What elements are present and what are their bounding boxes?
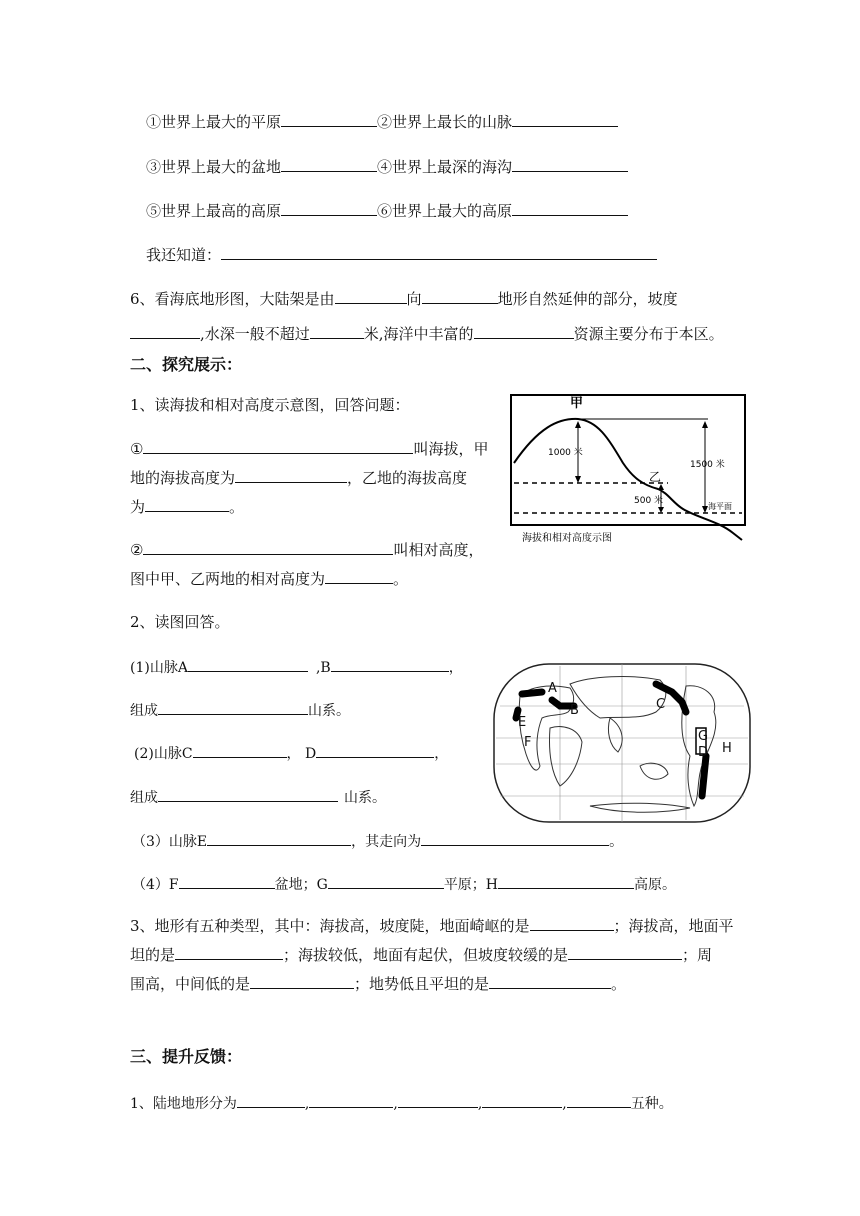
map-label: C xyxy=(656,697,666,712)
q-text: （3）山脉E xyxy=(132,834,208,850)
s2-q1-intro: 1、读海拔和相对高度示意图，回答问题： xyxy=(130,396,410,414)
q-text: (1)山脉A xyxy=(130,660,188,676)
answer-blank[interactable] xyxy=(281,155,377,172)
elevation-figure xyxy=(508,393,748,546)
answer-blank[interactable] xyxy=(530,914,614,931)
s3-q1: 1、陆地地形分为 , , , , 五种。 xyxy=(130,1091,673,1115)
q5-line-1 xyxy=(146,110,618,133)
answer-blank[interactable] xyxy=(143,437,413,454)
q-text: 1、陆地地形分为 xyxy=(130,1096,237,1112)
answer-blank[interactable] xyxy=(175,943,283,960)
mountain-a xyxy=(522,692,542,694)
q5-item-3: ③世界上最大的盆地 xyxy=(146,158,282,176)
q-text: 围高，中间低的是 xyxy=(130,975,251,993)
s2-q3-line-1 xyxy=(130,914,734,937)
q-text: ， D xyxy=(286,746,317,762)
q-text: ， xyxy=(434,746,449,762)
section-3-title: 三、提升反馈： xyxy=(130,1047,243,1066)
q-mark: ② xyxy=(130,541,144,559)
answer-blank[interactable] xyxy=(143,538,393,555)
answer-blank[interactable] xyxy=(179,872,275,889)
also-know-label: 我还知道： xyxy=(146,246,222,264)
q-text: ， xyxy=(448,660,463,676)
section-2-title: 二、探究展示： xyxy=(130,355,243,374)
q-text: 山系。 xyxy=(308,703,350,719)
map-label: B xyxy=(570,703,579,718)
answer-blank[interactable] xyxy=(281,199,377,216)
answer-blank[interactable] xyxy=(474,322,574,339)
answer-blank[interactable] xyxy=(235,466,347,483)
s2-q2-line-3 xyxy=(134,741,448,765)
q-text: (2)山脉C xyxy=(134,746,193,762)
q-text: 。 xyxy=(229,498,245,516)
q6-text: 向 xyxy=(406,290,422,308)
answer-blank[interactable] xyxy=(250,972,354,989)
q5-line-3 xyxy=(146,199,628,222)
map-label: E xyxy=(518,715,527,730)
answer-blank[interactable] xyxy=(422,287,498,304)
answer-blank[interactable] xyxy=(482,1091,562,1108)
answer-blank[interactable] xyxy=(325,567,393,584)
q-text: 山系。 xyxy=(344,790,386,806)
answer-blank[interactable] xyxy=(331,655,449,672)
map-label: D xyxy=(698,745,709,760)
answer-blank[interactable] xyxy=(421,829,609,846)
map-label: A xyxy=(548,681,557,696)
label-sea-level: 海平面 xyxy=(708,502,732,511)
answer-blank[interactable] xyxy=(158,785,338,802)
answer-blank[interactable] xyxy=(158,698,308,715)
q6-text: 资源主要分布于本区。 xyxy=(573,325,724,343)
s2-q1-line-5 xyxy=(130,567,408,590)
q-text: 图中甲、乙两地的相对高度为 xyxy=(130,570,326,588)
q-text: 叫海拔，甲 xyxy=(413,440,489,458)
label-1500: 1500 米 xyxy=(690,460,725,470)
label-500: 500 米 xyxy=(634,496,664,506)
q6-text: 地形自然延伸的部分，坡度 xyxy=(497,290,678,308)
q-text: 组成 xyxy=(130,790,158,806)
q-text: 。 xyxy=(393,570,409,588)
q-text: ；地势低且平坦的是 xyxy=(354,975,490,993)
answer-blank[interactable] xyxy=(512,155,628,172)
s2-q1-line-1 xyxy=(130,437,488,460)
s2-q2-line-2 xyxy=(130,698,350,722)
world-map xyxy=(490,656,754,826)
q5-also-know xyxy=(146,243,657,266)
answer-blank[interactable] xyxy=(207,829,351,846)
q6-text: 6、看海底地形图，大陆架是由 xyxy=(130,290,335,308)
s2-q2-line-6 xyxy=(132,872,676,896)
answer-blank[interactable] xyxy=(567,1091,631,1108)
answer-blank[interactable] xyxy=(489,972,611,989)
q6-line-1 xyxy=(130,287,678,310)
q6-text: ,水深一般不超过 xyxy=(200,325,310,343)
mountain-d xyxy=(702,756,706,796)
q5-item-5: ⑤世界上最高的高原 xyxy=(146,202,282,220)
label-yi: 乙 xyxy=(649,470,662,484)
answer-blank[interactable] xyxy=(193,741,287,758)
s2-q2-line-5 xyxy=(132,829,623,853)
figure-caption: 海拔和相对高度示图 xyxy=(522,533,612,544)
answer-blank[interactable] xyxy=(568,943,682,960)
q5-item-4: ④世界上最深的海沟 xyxy=(377,158,513,176)
q-text: 地的海拔高度为 xyxy=(130,469,236,487)
q-text: 盆地；G xyxy=(274,877,328,893)
label-jia: 甲 xyxy=(570,396,584,411)
world-map-figure xyxy=(490,656,754,826)
q-mark: ① xyxy=(130,440,144,458)
answer-blank[interactable] xyxy=(498,872,634,889)
answer-blank[interactable] xyxy=(512,110,618,127)
q-text: 高原。 xyxy=(634,877,677,893)
answer-blank[interactable] xyxy=(130,322,200,339)
q-text: 组成 xyxy=(130,703,158,719)
q6-line-2 xyxy=(130,322,724,345)
answer-blank[interactable] xyxy=(310,322,364,339)
answer-blank[interactable] xyxy=(512,199,628,216)
answer-blank[interactable] xyxy=(309,1091,393,1108)
answer-blank[interactable] xyxy=(145,495,229,512)
q-text: ；海拔高，地面平 xyxy=(613,917,734,935)
s2-q1-line-2 xyxy=(130,466,467,489)
answer-blank[interactable] xyxy=(237,1091,305,1108)
answer-blank[interactable] xyxy=(328,872,444,889)
q6-text: 米,海洋中丰富的 xyxy=(363,325,474,343)
q-text: ，乙地的海拔高度 xyxy=(347,469,468,487)
q5-item-2: ②世界上最长的山脉 xyxy=(377,113,513,131)
answer-blank[interactable] xyxy=(398,1091,478,1108)
s2-q1-line-3 xyxy=(130,495,244,518)
q-text: ,B xyxy=(315,660,331,676)
q-text: 坦的是 xyxy=(130,946,176,964)
answer-blank[interactable] xyxy=(335,287,407,304)
q-text: 。 xyxy=(611,975,627,993)
q-text: 平原；H xyxy=(443,877,499,893)
q5-item-6: ⑥世界上最大的高原 xyxy=(377,202,513,220)
answer-blank[interactable] xyxy=(316,741,434,758)
q-text: 3、地形有五种类型，其中：海拔高，坡度陡，地面崎岖的是 xyxy=(130,917,530,935)
q-text: 五种。 xyxy=(630,1096,673,1112)
answer-blank[interactable] xyxy=(281,110,377,127)
s2-q2-line-1 xyxy=(130,655,463,679)
map-label: G xyxy=(698,729,709,744)
elevation-diagram xyxy=(508,393,748,546)
q5-item-1: ①世界上最大的平原 xyxy=(146,113,282,131)
label-1000: 1000 米 xyxy=(548,448,583,458)
s2-q3-line-2 xyxy=(130,943,712,966)
s2-q1-line-4 xyxy=(130,538,483,561)
answer-blank[interactable] xyxy=(188,655,308,672)
q-text: ；周 xyxy=(682,946,713,964)
q-text: ；海拔较低，地面有起伏，但坡度较缓的是 xyxy=(283,946,569,964)
s2-q2-intro: 2、读图回答。 xyxy=(130,613,230,631)
s2-q2-line-4 xyxy=(130,785,386,809)
map-label: F xyxy=(524,735,532,750)
q-text: 为 xyxy=(130,498,146,516)
q-text: 叫相对高度， xyxy=(393,541,484,559)
q5-line-2 xyxy=(146,155,628,178)
q-text: （4）F xyxy=(132,877,179,893)
q-text: 。 xyxy=(609,834,624,850)
s2-q3-line-3 xyxy=(130,972,626,995)
answer-blank[interactable] xyxy=(221,243,657,260)
q-text: ，其走向为 xyxy=(351,834,422,850)
map-label: H xyxy=(722,741,732,756)
